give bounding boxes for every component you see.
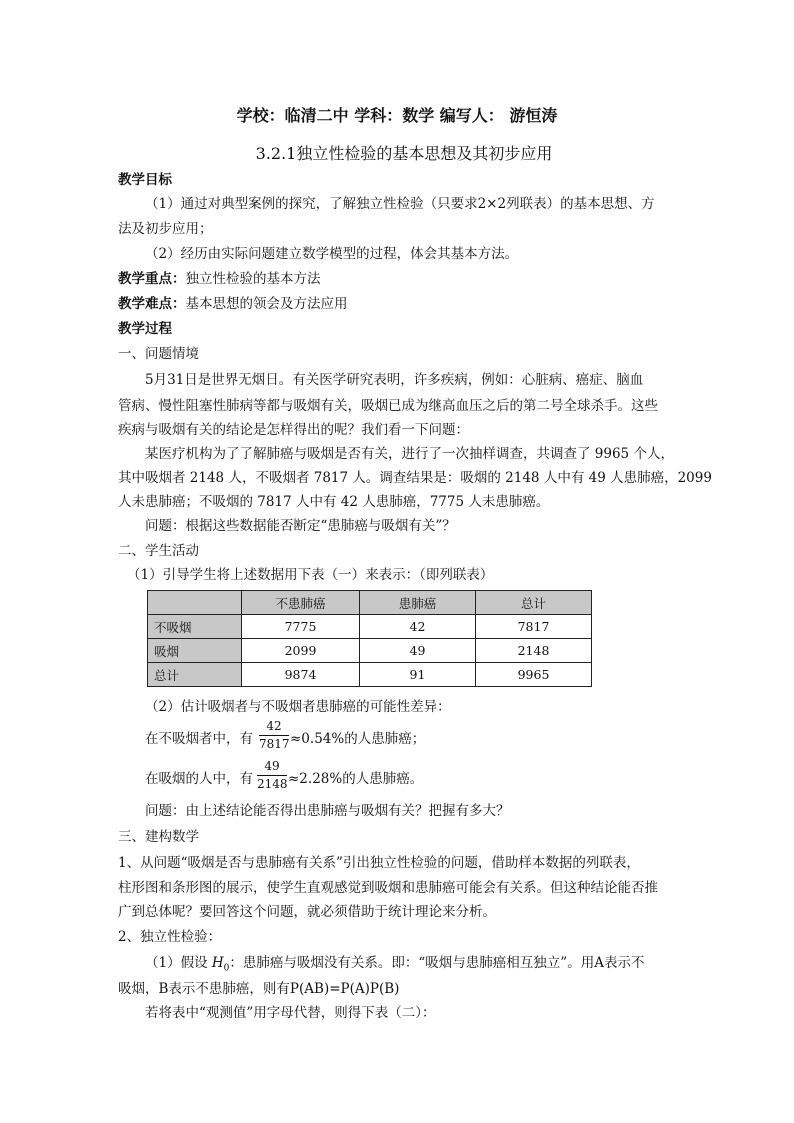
process-heading: 教学过程 xyxy=(118,321,172,337)
table-cell: 91 xyxy=(360,663,476,687)
activity-1: （1）引导学生将上述数据用下表（一）来表示：（即列联表） xyxy=(127,567,494,583)
table-cell: 9874 xyxy=(242,663,360,687)
difficulty-text: 基本思想的领会及方法应用 xyxy=(185,296,348,312)
hypothesis-line-a xyxy=(145,953,644,979)
estimate-1-numerator: 42 xyxy=(266,719,282,733)
estimate-2-pre: 在吸烟的人中，有 xyxy=(145,771,253,787)
fraction-bar xyxy=(259,735,289,736)
table-cell: 2099 xyxy=(242,639,360,663)
hypothesis-subscript: 0 xyxy=(223,963,230,974)
table-header-row xyxy=(148,591,592,615)
header-info: 学校：临清二中 学科：数学 编写人： 游恒涛 xyxy=(236,106,558,125)
hypothesis-post: ：患肺癌与吸烟没有关系。即：“吸烟与患肺癌相互独立”。用A表示不 xyxy=(229,955,645,971)
table-row-label: 吸烟 xyxy=(148,639,242,663)
table-cell: 42 xyxy=(360,615,476,639)
table-cell: 49 xyxy=(360,639,476,663)
hypothesis-line-b: 吸烟，B表示不患肺癌，则有P(AB)=P(A)P(B) xyxy=(118,981,400,997)
table-row-label: 不吸烟 xyxy=(148,615,242,639)
table-row xyxy=(148,639,592,663)
difficulty-point xyxy=(118,294,348,314)
key-label: 教学重点： xyxy=(118,271,186,287)
estimate-2-numerator: 49 xyxy=(264,759,280,773)
goal-1-line-a: （1）通过对典型案例的探究，了解独立性检验（只要求2×2列联表）的基本思想、方 xyxy=(145,196,655,212)
goals-heading: 教学目标 xyxy=(118,172,172,188)
hypothesis-pre: （1）假设 xyxy=(145,955,212,971)
goal-1-line-b: 法及初步应用； xyxy=(118,221,213,237)
goal-2: （2）经历由实际问题建立数学模型的过程，体会其基本方法。 xyxy=(145,246,519,262)
contingency-table xyxy=(147,590,592,687)
key-point xyxy=(118,269,321,289)
table-cell: 7817 xyxy=(476,615,592,639)
question-2: 问题：由上述结论能否得出患肺癌与吸烟有关？把握有多大？ xyxy=(145,803,510,819)
para-2-line-b: 其中吸烟者 2148 人，不吸烟者 7817 人。调查结果是：吸烟的 2148 人中有 49 人患肺癌，2099 xyxy=(118,470,712,486)
table-header-cell: 患肺癌 xyxy=(360,591,476,615)
hypothesis-symbol: H xyxy=(211,955,224,971)
table-row xyxy=(148,663,592,687)
table-cell: 2148 xyxy=(476,639,592,663)
table-row-label: 总计 xyxy=(148,663,242,687)
question-1: 问题：根据这些数据能否断定“患肺癌与吸烟有关”？ xyxy=(145,518,456,534)
para-2-line-c: 人未患肺癌；不吸烟的 7817 人中有 42 人患肺癌，7775 人未患肺癌。 xyxy=(118,494,550,510)
para-4: 2、独立性检验： xyxy=(118,929,222,945)
para-1-line-a: 5月31日是世界无烟日。有关医学研究表明，许多疾病，例如：心脏病、癌症、脑血 xyxy=(145,372,644,388)
estimate-1-post: ≈0.54%的人患肺癌； xyxy=(290,731,426,747)
estimate-1-denominator: 7817 xyxy=(259,737,290,751)
table-header-cell xyxy=(148,591,242,615)
section-3-heading: 三、建构数学 xyxy=(118,829,199,845)
para-2-line-a: 某医疗机构为了了解肺癌与吸烟是否有关，进行了一次抽样调查，共调查了 9965 个人， xyxy=(145,446,674,462)
para-3-line-c: 广到总体呢？要回答这个问题，就必须借助于统计理论来分析。 xyxy=(118,904,496,920)
para-3-line-b: 柱形图和条形图的展示，使学生直观感觉到吸烟和患肺癌可能会有关系。但这种结论能否推 xyxy=(118,880,658,896)
estimate-1-fraction xyxy=(259,719,289,752)
estimate-1-pre: 在不吸烟者中，有 xyxy=(145,731,253,747)
para-3-line-a: 1、从问题“吸烟是否与患肺癌有关系”引出独立性检验的问题，借助样本数据的列联表， xyxy=(118,855,640,871)
table-row xyxy=(148,615,592,639)
table-cell: 7775 xyxy=(242,615,360,639)
activity-2: （2）估计吸烟者与不吸烟者患肺癌的可能性差异： xyxy=(145,699,451,715)
para-5: 若将表中“观测值”用字母代替，则得下表（二）： xyxy=(145,1005,436,1021)
difficulty-label: 教学难点： xyxy=(118,296,186,312)
table-header-cell: 不患肺癌 xyxy=(242,591,360,615)
lesson-title: 3.2.1独立性检验的基本思想及其初步应用 xyxy=(255,144,553,163)
table-cell: 9965 xyxy=(476,663,592,687)
estimate-2-denominator: 2148 xyxy=(257,777,288,791)
table-header-cell: 总计 xyxy=(476,591,592,615)
estimate-2-post: ≈2.28%的人患肺癌。 xyxy=(288,771,424,787)
section-1-heading: 一、问题情境 xyxy=(118,346,199,362)
key-text: 独立性检验的基本方法 xyxy=(185,271,321,287)
para-1-line-c: 疾病与吸烟有关的结论是怎样得出的呢？我们看一下问题： xyxy=(118,422,469,438)
fraction-bar xyxy=(257,775,287,776)
para-1-line-b: 管病、慢性阻塞性肺病等都与吸烟有关，吸烟已成为继高血压之后的第二号全球杀手。这些 xyxy=(118,398,658,414)
section-2-heading: 二、学生活动 xyxy=(118,543,199,559)
estimate-2-fraction xyxy=(257,759,287,792)
